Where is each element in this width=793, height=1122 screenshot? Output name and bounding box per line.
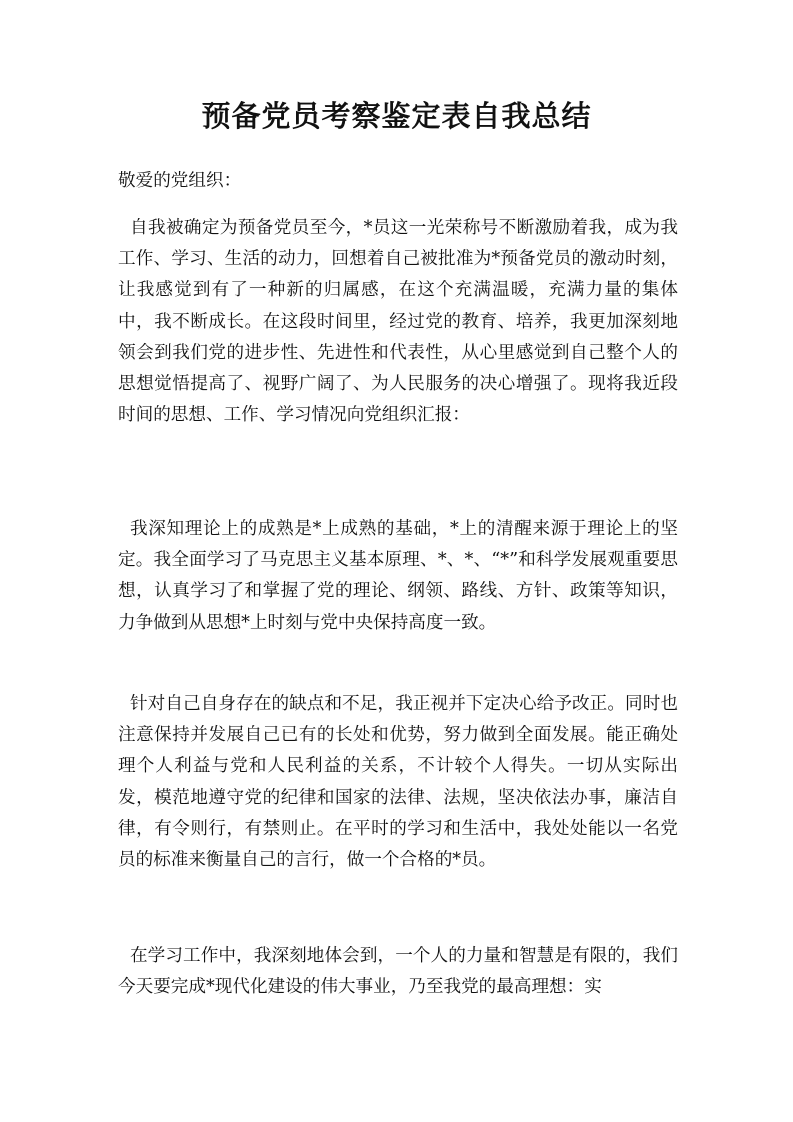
- document-title: 预备党员考察鉴定表自我总结: [201, 99, 592, 133]
- paragraph-1: 自我被确定为预备党员至今，*员这一光荣称号不断激励着我，成为我工作、学习、生活的动力，回想着自己被批准为*预备党员的激动时刻，让我感觉到有了一种新的归属感，在这个充满温暖，充满力量的集体中，我不断成长。在这段时间里，经过党的教育、培养，我更加深刻地领会到我们党的进步性、先进性和代表性，从心里感觉到自己整个人的思想觉悟提高了、视野广阔了、为人民服务的决心增强了。现将我近段时间的思想、工作、学习情况向党组织汇报：: [118, 218, 678, 426]
- paragraph-4: 在学习工作中，我深刻地体会到，一个人的力量和智慧是有限的，我们今天要完成*现代化建设的伟大事业，乃至我党的最高理想：实: [118, 946, 678, 998]
- paragraph-2: 我深知理论上的成熟是*上成熟的基础，*上的清醒来源于理论上的坚定。我全面学习了马克思主义基本原理、*、*、“*”和科学发展观重要思想，认真学习了和掌握了党的理论、纲领、路线、方针、政策等知识，力争做到从思想*上时刻与党中央保持高度一致。: [118, 519, 678, 633]
- paragraph-3: 针对自己自身存在的缺点和不足，我正视并下定决心给予改正。同时也注意保持并发展自己已有的长处和优势，努力做到全面发展。能正确处理个人利益与党和人民利益的关系，不计较个人得失。一切从实际出发，模范地遵守党的纪律和国家的法律、法规，坚决依法办事，廉洁自律，有令则行，有禁则止。在平时的学习和生活中，我处处能以一名党员的标准来衡量自己的言行，做一个合格的*员。: [118, 694, 678, 871]
- salutation: 敬爱的党组织：: [118, 171, 242, 191]
